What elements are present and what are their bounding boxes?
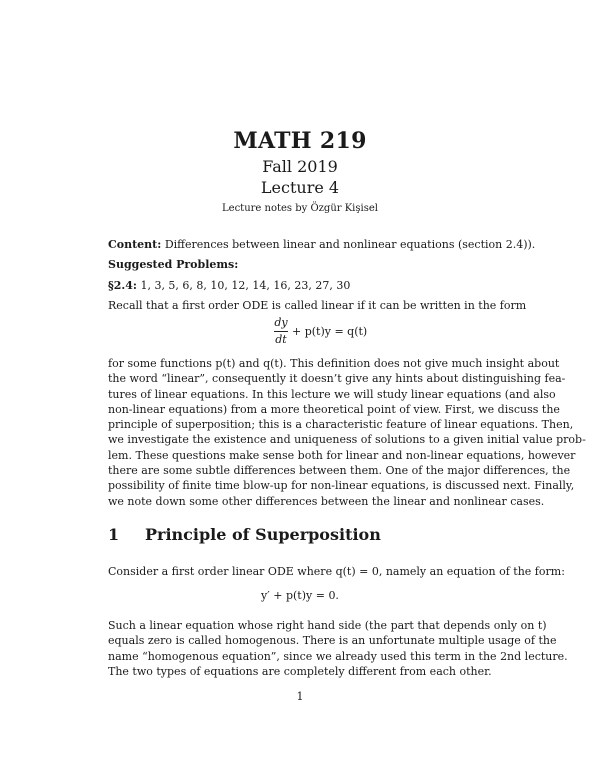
derivative-fraction bbox=[274, 316, 288, 347]
section-heading bbox=[108, 525, 381, 544]
fraction-denominator: dt bbox=[275, 333, 287, 346]
recall-sentence: Recall that a first order ODE is called linear if it can be written in the form bbox=[108, 299, 527, 312]
paragraph-line: we note down some other differences between the linear and nonlinear cases. bbox=[108, 494, 545, 508]
section-title: Principle of Superposition bbox=[145, 525, 381, 544]
paragraph-line: non-linear equations) from a more theoretical point of view. First, we discuss the bbox=[108, 402, 560, 416]
paragraph-line: for some functions p(t) and q(t). This definition does not give much insight about bbox=[108, 357, 560, 370]
content-label: Content: bbox=[108, 238, 162, 251]
content-summary bbox=[108, 238, 536, 251]
paragraph-line: tures of linear equations. In this lecture we will study linear equations (and also bbox=[108, 387, 556, 401]
problem-numbers: 1, 3, 5, 6, 8, 10, 12, 14, 16, 23, 27, 30 bbox=[140, 279, 351, 292]
intro-paragraph bbox=[108, 356, 586, 509]
content-text: Differences between linear and nonlinear equations (section 2.4)). bbox=[164, 238, 536, 251]
fraction-bar bbox=[274, 331, 288, 332]
paragraph-line: Such a linear equation whose right hand side (the part that depends only on t) bbox=[108, 619, 547, 632]
paragraph-line: we investigate the existence and uniqueness of solutions to a given initial value prob- bbox=[108, 433, 586, 447]
suggested-problems-heading: Suggested Problems: bbox=[108, 258, 239, 271]
lecture-number: Lecture 4 bbox=[260, 178, 340, 197]
author-line: Lecture notes by Özgür Kişisel bbox=[222, 203, 378, 214]
paragraph-line: possibility of finite time blow-up for non-linear equations, is discussed next. Finally, bbox=[108, 479, 575, 493]
section-number: 1 bbox=[108, 525, 120, 544]
homogeneous-equation: y′ + p(t)y = 0. bbox=[261, 589, 339, 602]
paragraph-line: principle of superposition; this is a characteristic feature of linear equations. Then, bbox=[108, 418, 574, 432]
section-ref-label: §2.4: bbox=[108, 279, 137, 292]
equation-rest: + p(t)y = q(t) bbox=[292, 325, 368, 338]
paragraph-line: lem. These questions make sense both for linear and non-linear equations, however bbox=[108, 448, 576, 462]
document-term: Fall 2019 bbox=[262, 157, 338, 176]
paragraph-line: there are some subtle differences between them. One of the major differences, the bbox=[108, 464, 571, 478]
linear-ode-equation bbox=[270, 316, 370, 352]
problem-list bbox=[108, 279, 492, 292]
paragraph-line: name “homogenous equation”, since we already used this term in the 2nd lecture. bbox=[108, 649, 568, 663]
consider-sentence: Consider a first order linear ODE where q(t) = 0, namely an equation of the form: bbox=[108, 565, 565, 578]
document-title: MATH 219 bbox=[233, 128, 367, 154]
paragraph-line: The two types of equations are completely different from each other. bbox=[108, 664, 492, 678]
homogeneous-paragraph bbox=[108, 618, 568, 679]
page-number: 1 bbox=[296, 690, 304, 703]
fraction-numerator: dy bbox=[274, 316, 288, 329]
paragraph-line: equals zero is called homogenous. There is an unfortunate multiple usage of the bbox=[108, 634, 557, 648]
paragraph-line: the word “linear”, consequently it doesn’t give any hints about distinguishing fea- bbox=[108, 372, 566, 386]
